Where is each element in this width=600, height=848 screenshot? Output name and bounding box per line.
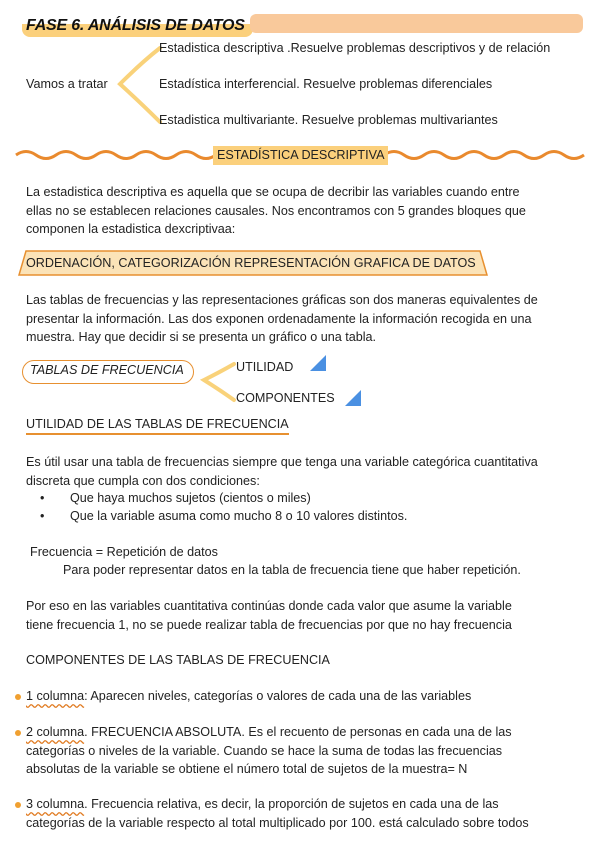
paragraph-2-line: Las tablas de frecuencias y las representaciones gráficas son dos maneras equivalentes de bbox=[26, 293, 538, 307]
col1-label: 1 columna bbox=[26, 689, 85, 703]
col2-text: categorías o niveles de la variable. Cuando se hace la suma de todas las frecuencias bbox=[26, 743, 503, 758]
orange-dot-icon bbox=[15, 694, 21, 700]
tablas-branch-componentes: COMPONENTES bbox=[236, 391, 335, 405]
intro-branch-2: Estadística interferencial. Resuelve problemas diferenciales bbox=[159, 77, 493, 91]
paragraph-3-line: discreta que cumpla con dos condiciones: bbox=[26, 473, 260, 488]
freq-definition: Frecuencia = Repetición de datos bbox=[30, 545, 218, 559]
bullet-marker: • bbox=[40, 509, 45, 523]
paragraph-1-line: La estadistica descriptiva es aquella que se ocupa de decribir las variables cuando entre bbox=[26, 185, 520, 199]
col2-text: absolutas de la variable se obtiene el número total de sujetos de la muestra= N bbox=[26, 762, 468, 776]
componentes-heading: COMPONENTES DE LAS TABLAS DE FRECUENCIA bbox=[26, 653, 330, 667]
paragraph-4-line: tiene frecuencia 1, no se puede realizar tabla de frecuencias por que no hay frecuencia bbox=[26, 617, 512, 632]
paragraph-2-line: presentar la información. Las dos exponen ordenadamente la información recogida en una bbox=[26, 311, 532, 326]
bullet-item-1: Que haya muchos sujetos (cientos o miles) bbox=[70, 491, 311, 505]
col2-item bbox=[26, 723, 512, 779]
orange-dot-icon bbox=[15, 730, 21, 736]
col1-text: : Aparecen niveles, categorías o valores de cada una de las variables bbox=[84, 689, 472, 703]
tablas-branch-utilidad: UTILIDAD bbox=[236, 360, 294, 374]
paragraph-2 bbox=[26, 291, 538, 347]
bullet-item-2: Que la variable asuma como mucho 8 o 10 valores distintos. bbox=[70, 509, 408, 523]
col2-label: 2 columna bbox=[26, 725, 85, 739]
paragraph-1-line: componen la estadistica dexcriptivaa: bbox=[26, 222, 236, 236]
intro-lead: Vamos a tratar bbox=[26, 77, 108, 91]
paragraph-4 bbox=[26, 597, 512, 634]
col3-label: 3 columna bbox=[26, 797, 85, 811]
orange-dot-icon bbox=[15, 802, 21, 808]
title-highlight-bar bbox=[250, 14, 583, 33]
col3-item bbox=[26, 795, 529, 832]
col3-text: categorías de la variable respecto al total multiplicado por 100. está calculado sobre todos bbox=[26, 815, 529, 830]
paragraph-4-line: Por eso en las variables cuantitativa continúas donde cada valor que asume la variable bbox=[26, 599, 512, 613]
paragraph-1-line: ellas no se establecen relaciones causales. Nos encontramos con 5 grandes bloques que bbox=[26, 203, 526, 218]
utilidad-heading: UTILIDAD DE LAS TABLAS DE FRECUENCIA bbox=[26, 417, 289, 435]
paragraph-2-line: muestra. Hay que decidir si se presenta un gráfico o una tabla. bbox=[26, 330, 377, 344]
col2-text: . FRECUENCIA ABSOLUTA. Es el recuento de personas en cada una de las bbox=[84, 725, 512, 739]
banner-heading: ORDENACIÓN, CATEGORIZACIÓN REPRESENTACIÓN GRAFICA DE DATOS bbox=[26, 256, 476, 270]
freq-note: Para poder representar datos en la tabla de frecuencia tiene que haber repetición. bbox=[63, 563, 521, 577]
col3-text: . Frecuencia relativa, es decir, la proporción de sujetos en cada una de las bbox=[84, 797, 499, 811]
col1-item bbox=[26, 687, 471, 706]
paragraph-1 bbox=[26, 183, 526, 239]
blue-triangle-icon bbox=[344, 389, 362, 407]
page-title: FASE 6. ANÁLISIS DE DATOS bbox=[22, 15, 253, 37]
paragraph-3-line: Es útil usar una tabla de frecuencias siempre que tenga una variable categórica cuantitativa bbox=[26, 455, 538, 469]
blue-triangle-icon bbox=[309, 354, 327, 372]
intro-branch-3: Estadistica multivariante. Resuelve problemas multivariantes bbox=[159, 113, 498, 127]
paragraph-3 bbox=[26, 453, 538, 490]
bullet-marker: • bbox=[40, 491, 45, 505]
tablas-brace-icon bbox=[198, 358, 238, 408]
intro-brace-icon bbox=[112, 42, 162, 126]
tablas-label: TABLAS DE FRECUENCIA bbox=[30, 363, 184, 377]
section-heading: ESTADÍSTICA DESCRIPTIVA bbox=[213, 146, 388, 165]
intro-branch-1: Estadistica descriptiva .Resuelve problemas descriptivos y de relación bbox=[159, 41, 551, 55]
